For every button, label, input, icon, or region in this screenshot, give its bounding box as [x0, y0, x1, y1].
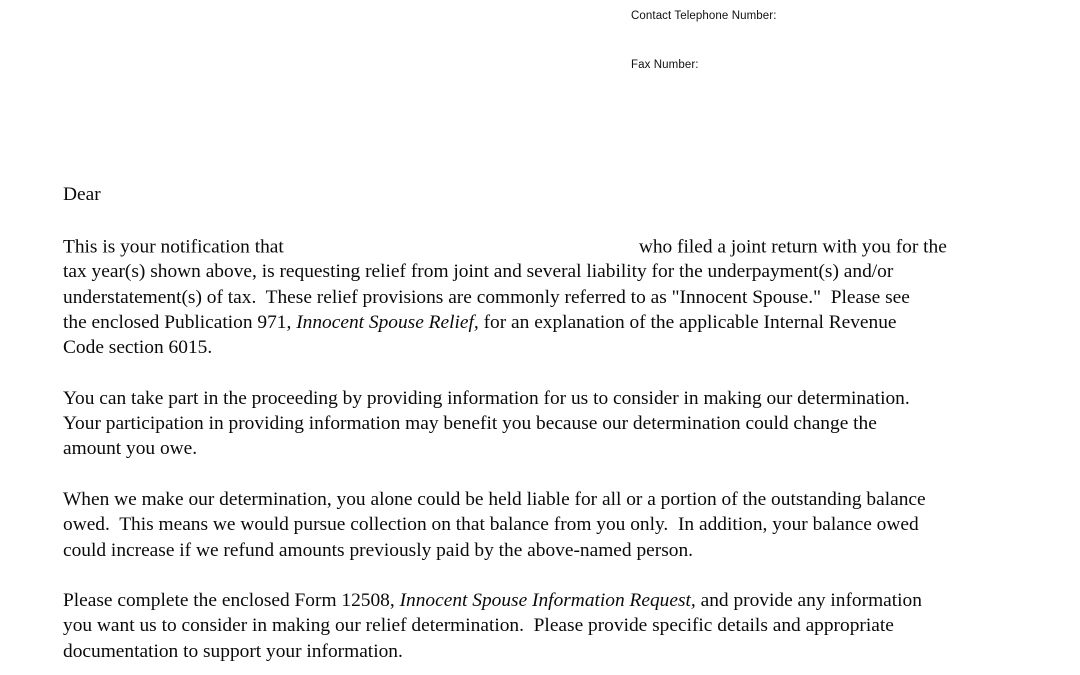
paragraph-notification-line-4 — [63, 310, 1023, 335]
publication-title-italic: Innocent Spouse Relief, — [296, 311, 479, 333]
publication-reference-prefix: the enclosed Publication 971, — [63, 311, 297, 333]
paragraph-participation-line-3: amount you owe. — [63, 438, 198, 460]
paragraph-form-request-line-2: you want us to consider in making our relief determination. Please provide specific details and appropriate — [63, 615, 894, 637]
publication-reference-suffix: for an explanation of the applicable Internal Revenue — [478, 311, 897, 333]
notification-trail-text: who filed a joint return with you for the — [638, 235, 947, 257]
form-title-italic: Innocent Spouse Information Request, — [399, 590, 696, 612]
paragraph-form-request — [63, 588, 1023, 664]
header-contact-block — [631, 8, 1031, 73]
paragraph-form-request-line-3: documentation to support your information. — [63, 640, 403, 662]
fax-number-label: Fax Number: — [631, 59, 699, 71]
paragraph-liability-line-3: could increase if we refund amounts previously paid by the above-named person. — [63, 539, 693, 561]
form-reference-suffix: and provide any information — [695, 590, 922, 612]
paragraph-participation-line-2: Your participation in providing information may benefit you because our determination could change the — [63, 413, 877, 435]
contact-telephone-label: Contact Telephone Number: — [631, 10, 777, 22]
paragraph-liability — [63, 487, 1023, 563]
paragraph-participation — [63, 386, 1023, 462]
form-reference-prefix: Please complete the enclosed Form 12508, — [63, 590, 400, 612]
redacted-name-gap — [284, 233, 639, 252]
paragraph-liability-line-2: owed. This means we would pursue collection on that balance from you only. In addition, your balance owed — [63, 514, 919, 536]
paragraph-notification — [63, 233, 1023, 361]
letter-body — [63, 182, 1023, 664]
paragraph-notification-line-1 — [63, 233, 1023, 260]
paragraph-notification-line-5: Code section 6015. — [63, 337, 213, 359]
paragraph-notification-line-3: understatement(s) of tax. These relief provisions are commonly referred to as "Innocent Spouse." Please see — [63, 286, 910, 308]
paragraph-liability-line-1: When we make our determination, you alone could be held liable for all or a portion of the outstanding balance — [63, 488, 926, 510]
salutation: Dear — [63, 184, 101, 205]
notification-lead-text: This is your notification that — [63, 235, 284, 257]
paragraph-participation-line-1: You can take part in the proceeding by providing information for us to consider in making our determination. — [63, 387, 910, 409]
paragraph-form-request-line-1 — [63, 588, 1023, 613]
paragraph-notification-line-2: tax year(s) shown above, is requesting relief from joint and several liability for the underpayment(s) and/or — [63, 261, 894, 283]
